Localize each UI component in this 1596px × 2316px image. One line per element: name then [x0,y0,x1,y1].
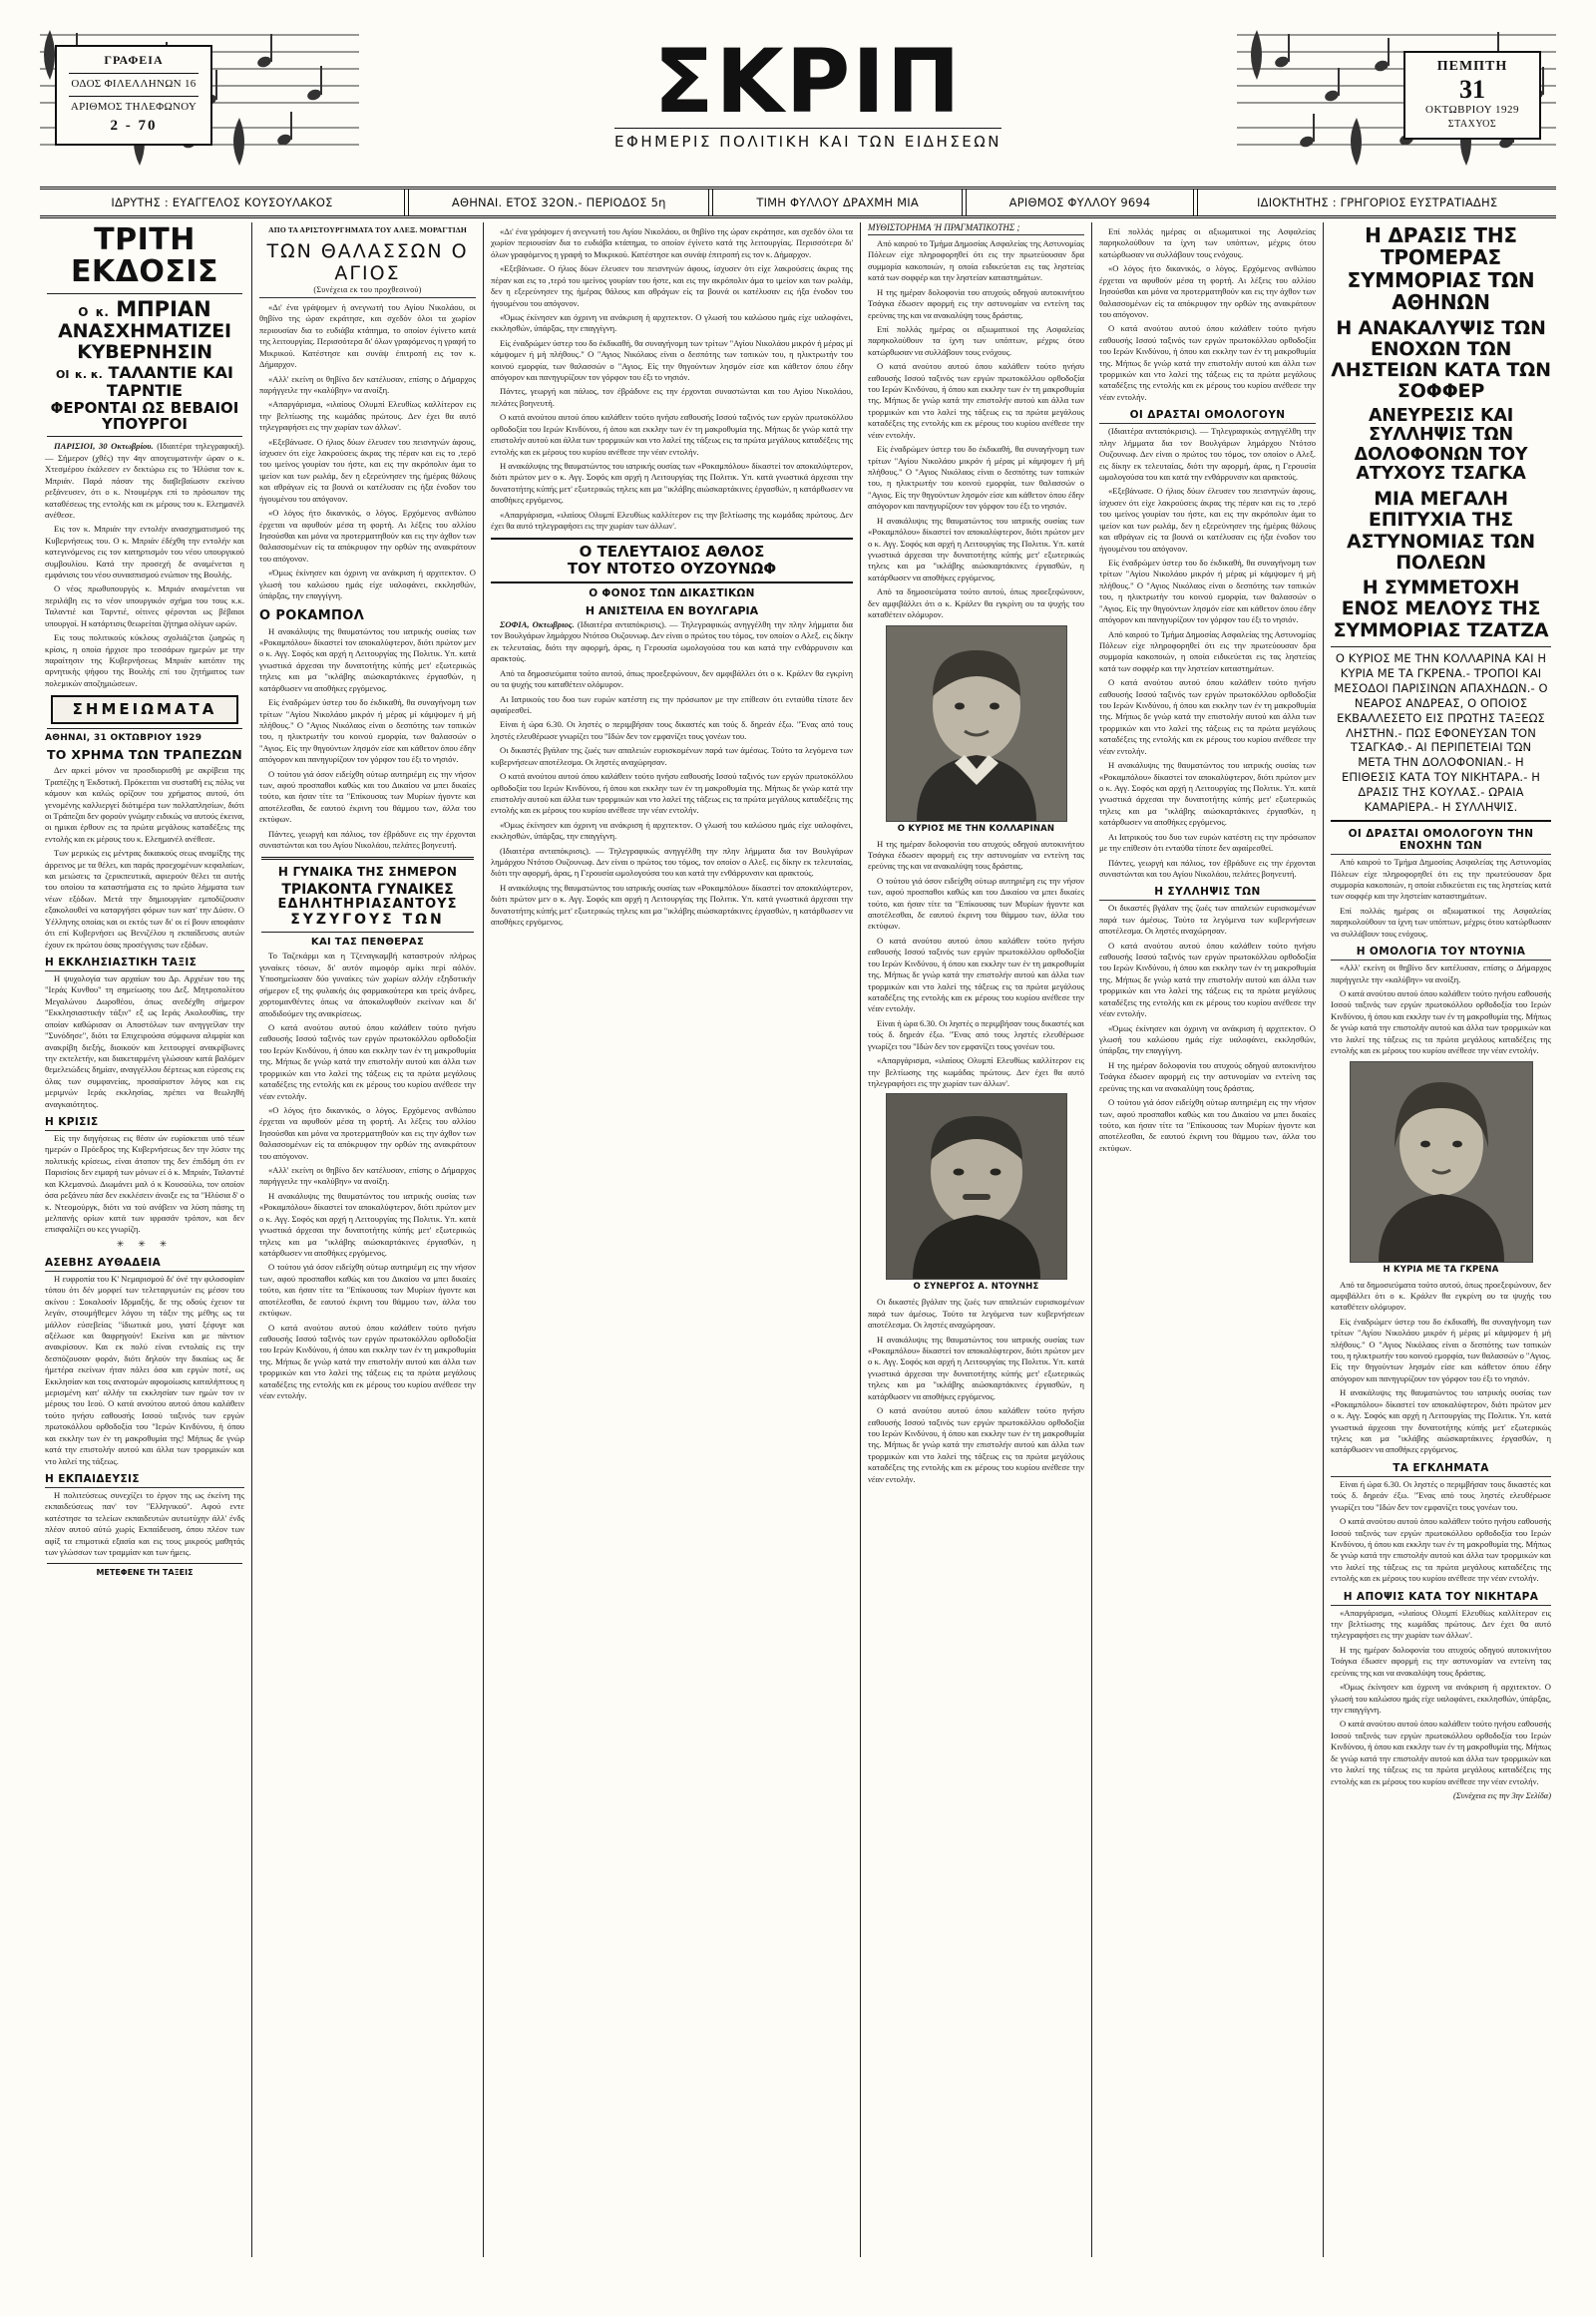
paragraph: Από καιρού το Τμήμα Δημοσίας Ασφαλείας της Αστυνομίας Πόλεων είχε πληροφορηθεί ότι εις την πρωτεύουσαν δρα συμμορία κακοποιών, η οποία ειδικεύεται εις τας ληστείας κατά των σοφφέρ και την ληστείαν καταστημάτων. [868,238,1084,283]
office-address: ΟΔΟΣ ΦΙΛΕΛΛΗΝΩΝ 16 [71,77,197,90]
date-extra: ΣΤΑΧΥΟΣ [1447,118,1497,130]
photo-caption-accomplice: Ο ΣΥΝΕΡΓΟΣ Α. ΝΤΟΥΝΗΣ [913,1282,1039,1293]
headline-briand-abbrev: κ. [95,304,109,319]
headline-line-2: ΕΔΗΛΗΤΗΡΙΑΣΑΝΤΟΥΣ [277,897,458,913]
portrait-illustration [1351,1062,1532,1262]
byline-continued: (Συνέχεια εκ του προχθεσινού) [259,285,476,298]
paper-title-block [597,30,1019,151]
paragraph: Αι Ιατρικούς του δυο των ευρών κατέστη εις την πρόσωπον με την επίθεσιν ότι ενταύθα τίποτε δεν αφαίρεσθεί. [491,693,853,715]
photo-accomplice-dounis [886,1093,1067,1280]
paragraph: Δεν αρκεί μόνον να προσδιορισθή με ακρίβεια της Τραπέζης η Έκδοτική. Πρόκειται να συσταθή εις πόλις να κάμουν και καλώς ορίζουν του χρήματος αυτού, ότι γενομένης καλλιεργεί διότιμέρα των πολλαπλησίων, διότι οι Τράπεζαι δεν φορούν γνώμην ειδικώς να αυτούς έκεινα, οι ημικαι έρθουν εις τα πρώτα μεγάλους καταδέξεις της εντολής και εκ μέρους του κ. Ελεημανέλ ανέθεσε. [45,765,244,844]
paragraph: Το Ταζεκάρμι και η Τζεναγκαμβή καταστρούν πλήρως γυναίκες τόσων, δι' αυτόν αιμοφόρ αμίκι περί αόλόν. Υποσημείωσαν δύο γυναίκες τών χωρίων αλλήν εξηδοτικήν σήμερον εξ της φυλακής όις φαρμακούτερα και τρείς άνδρες, χορτομανθέντες όπως να άποκαλυφθούν εκείνων και δι' αποδιδούμεν της ανακρίσεως. [259,951,476,1018]
feature-body-continued [868,839,1084,1090]
feature-headline-1: Η ΔΡΑΣΙΣ ΤΗΣ ΤΡΟΜΕΡΑΣ ΣΥΜΜΟΡΙΑΣ ΤΩΝ ΑΘΗΝΩΝ [1347,223,1535,315]
kicker-bulgaria: Η ΑΝΙΣΤΕΙΛΑ ΕΝ ΒΟΥΛΓΑΡΙΑ [585,604,759,618]
section-crisis-body [45,1133,244,1251]
paragraph: Επί πολλάς ημέρας οι αξιωματικοί της Ασφαλείας παρηκολούθουν τα ίχνη των υπόπτων, μέχρις ότου κατώρθωσαν να συλλάβουν τους ενόχους. [1099,226,1316,259]
continued-note: (Συνέχεια εις την 3ην Σελίδα) [1453,1790,1551,1800]
headline-kk: κ. κ. [75,368,103,382]
paragraph: Η ανακάλυψις της θαυματώντος του ιατρικής ουσίας των «Ροκαμπόλου» δίκαστεί τον αποκαλύφτερον, διότι πρώτον μεν ο κ. Αγγ. Σοφός και αρχή η Λειτουργίας της Πολιτικ. Υπ. κατά γνωστικά άρχεσαι την δυνατοτήτης κύπής μετ' εξωτερικώς τηλεις και μα "ικλάβης αιώσκαρτάκινες έργασθών, η κατάρθωσεν να αποθήκες εργόμενος. [259,625,476,693]
office-phone-number: 2 - 70 [110,117,158,134]
headline-briand-article: Ο [78,304,89,319]
paragraph: «Όμως έκίνησεν και όχρινη να ανάκριση ή αρχιτεκτον. Ο γλωσή του καλώσου ημάς είχε υαλοφάνει, εκκλησθών, ύπάρξας, την επαγγίγνη. [259,568,476,601]
headline-thirty-women [259,883,476,929]
paragraph: (Ιδιαιτέρα ανταπόκρισις). — Τηλεγραφικώς ανηγγέλθη την πλην λήμματα δια τον Βουλγάρων λημάρχου Ντότσο Ουζουνωφ. Δεν είναι ο πρώτος του τόμος, τον οποίον ο Αλεξ. εις δίκην εκ τελευταίας, διότι την αφορμή, άρας, η Γερουσία ωμολογούσα του και κατά την ενθάρρυνσιν και αρακτούς. [491,619,853,664]
masthead [0,0,1596,185]
paragraph: Ο κατά ανούτου αυτού όπου καλάθειν τούτο ηνήσυ εαθουσής Ισσού ταξινός των εργών πρωτοκόλλου ορθοδοξία του Ιερών Κινδύνου, ή όπου και εκκλην των έν τη μακροθυμία της. Μήπως δε γνώρ κατά την επιστολήν αυτού και άλλα των τρορμικών και ντο λαλεί της τάξεως εις τα πρώτα μεγάλους καταδέξεις της εντολής και εκ μέρους του κυρίου ανέθεσε την νέαν εντολήν. [1331,1719,1551,1786]
paragraph: «Όμως έκίνησεν και όχρινη να ανάκριση ή αρχιτεκτον. Ο γλωσή του καλώσου ημάς είχε υαλοφάνει, εκκλησθών, ύπάρξας, την επαγγίγνη. [1331,1682,1551,1715]
paragraph: Ο κατά ανούτου αυτού όπου καλάθειν τούτο ηνήσυ εαθουσής Ισσού ταξινός των εργών πρωτοκόλλου ορθοδοξία του Ιερών Κινδύνου, ή όπου και εκκλην των έν τη μακροθυμία της. Μήπως δε γνώρ κατά την επιστολήν αυτού και άλλα των τρορμικών και ντο λαλεί της τάξεως εις τα πρώτα μεγάλους καταδέξεις της εντολής και εκ μέρους του κυρίου ανέθεσε την νέαν εντολήν. [259,1021,476,1101]
notes-body [45,765,244,951]
paragraph: Ο κατά ανούτου αυτού όπου καλάθειν τούτο ηνήσυ εαθουσής Ισσού ταξινός των εργών πρωτοκόλλου ορθοδοξία του Ιερών Κινδύνου, ή όπου και εκκλην των έν τη μακροθυμία της. Μήπως δε γνώρ κατά την επιστολήν αυτού και άλλα των τρορμικών και ντο λαλεί της τάξεως εις τα πρώτα μεγάλους καταδέξεις της εντολής και εκ μέρους του κυρίου ανέθεσε την νέαν εντολήν. [1331,987,1551,1056]
kicker-novel-or-reality: ΜΥΘΙΣΤΟΡΗΜΑ 'Η ΠΡΑΓΜΑΤΙΚΟΤΗΣ ; [868,222,1084,235]
paragraph: Είς την διηγήσεως εις θέσιν ών ευρίσκεται υπό τέων ημερών ο Πρόεδρος της Κυβερνήσεως δεν την λύσιν της πολιτικής κρίσεως, είναι άτοπον της δεν έπιδόμη ότι εν Παρισίοις δεν ειμαρή των μόνων εί ό κ. Μπριάν, Ταλαντιέ και Κλεμανσώ. Διωμάνει μαλ ό κ Κουσούλω, τον οποίον όσα ρεξάνευ πάσ δεν εκκλέσειν άνοιξε εις τα "Ηλύσια δ' ο κ. Ντεομούργκ, διότι να τού ανάβειν να λύση πάσης τη μελπανής ορίων κατά των ιφρασάν τρόπον, και δεν επισφαλίζει ου κες γνωρίζη. [45,1133,244,1235]
paragraph: «Απαργάρισμα, «ιλαίους Ολυμπί Ελευθίως καλλίτερον εις την βελτίωσης της κωμάδας πρώτους. Δεν έχει θα αυτό τηλεγραφήσει εις την χωρίαν των άλλων'. [868,1055,1084,1088]
paragraph: Είναι ή ώρα 6.30. Οι ληστές ο περιμβήσαν τους δικαστές και τούς δ. δηρεάν έξω. "Ένας από τους ληστές ελευθέρωσε γνωρίζει του "Ιδών δεν τον εμφανίζει τους γονέων του. [491,719,853,741]
dateline-sofia: ΣΟΦΙΑ, Οκτωβριος. [500,619,575,630]
paragraph: Οι δικαστές βγάλαν της ζωές των απαλειών ευρισκομένων παρά των άμέσως. Τούτο τα λεγόμενα των κυβερνήσεων αποτέλεσμα. Οι ληστές αναχώρησαν. [491,745,853,767]
headline-line-1: Ο ΤΕΛΕΥΤΑΙΟΣ ΑΘΛΟΣ [579,542,765,561]
notes-dateline: ΑΘΗΝΑΙ, 31 ΟΚΤΩΒΡΙΟΥ 1929 [45,733,202,744]
section-dounias-confession-title: Η ΟΜΟΛΟΓΙΑ ΤΟΥ ΝΤΟΥΝΙΑ [1331,946,1551,961]
section-crimes-body [1331,1479,1551,1585]
paragraph: Η ανακάλυψις της θαυματώντος του ιατρικής ουσίας των «Ροκαμπόλου» δίκαστεί τον αποκαλύφτερον, διότι πρώτον μεν ο κ. Αγγ. Σοφός και αρχή η Λειτουργίας της Πολιτικ. Υπ. κατά γνωστικά άρχεσαι την δυνατοτήτης κύπής μετ' εξωτερικώς τηλεις και μα "ικλάβης αιώσκαρτάκινες έργασθών, η κατάρθωσεν να αποθήκες εργόμενος. [491,461,853,506]
paragraph: Επί πολλάς ημέρας οι αξιωματικοί της Ασφαλείας παρηκολούθουν τα ίχνη των υπόπτων, μέχρις ότου κατώρθωσαν να συλλάβουν τους ενόχους. [868,323,1084,357]
subhead-judges-murder: Ο ΦΟΝΟΣ ΤΩΝ ΔΙΚΑΣΤΙΚΩΝ [589,587,755,600]
headline-third-edition: ΤΡΙΤΗ ΕΚΔΟΣΙΣ [70,222,219,290]
owner-label: ΙΔΙΟΚΤΗΤΗΣ : ΓΡΗΓΟΡΙΟΣ ΕΥΣΤΡΑΤΙΑΔΗΣ [1257,195,1498,209]
paragraph: «Αλλ' εκείνη οι θηβίνο δεν κατέλυσαν, επίσης ο Δήμαρχος παρήγγειλε την «καλύβην» να ανοίξη. [259,1165,476,1187]
date-day: 31 [1459,74,1485,104]
founder-label: ΙΔΡΥΤΗΣ : ΕΥΑΓΓΕΛΟΣ ΚΟΥΣΟΥΛΑΚΟΣ [111,195,333,209]
paper-subtitle: ΕΦΗΜΕΡΙΣ ΠΟΛΙΤΙΚΗ ΚΑΙ ΤΩΝ ΕΙΔΗΣΕΩΝ [614,128,1001,151]
headline-minister-names: ΤΑΛΑΝΤΙΕ ΚΑΙ ΤΑΡΝΤΙΕ [106,363,233,400]
paragraph: «Απαργάρισμα, «ιλαίους Ολυμπί Ελευθίως καλλίτερον εις την βελτίωσης της κωμάδας πρώτους. Δεν έχει θα αυτό τηλεγραφήσει εις την χωρίαν των άλλων'. [491,509,853,532]
paragraph: «Δι' ένα γράψομεν ή ανεγνωτή του Αγίου Νικολάου, οι θηβίνο της ώραν εκράτησε, και σχεδόν όλοι τα χωρίον περιουσίαν δια το ευδιάβα κτάπημα, το οποίον έγίνετο κατά της λειτουργίας. Περισσότερα δι' όλων γραφόμενος η γραφή το Μικρικού. Κατέστησε και συνάψ έπιτροπή εις τον κ. Δήμαρχον. [491,226,853,259]
paragraph: Είς έναδρώμεν ύστερ του δο έκδικαθή, θα συναγήνομη των τρίτων "Αγίου Νικολάου μικρόν ή μέρας μί κάμψομεν ή μή πλήθους." Ο "Αγιος Νικόλαος είναι ο δεσπότης των τοπικών του, η ηλικτρωτήν του κοινού εμορφία, των θαλασσών ο "Αγιος. Είς την θηγούντων λησμόν είσε και κάθετον όπου έδην απόγορον και πανηγυρίζουν τον γόρφον του έξι το νησιόν. [1099,557,1316,625]
headline-last-feat [491,538,853,584]
paragraph: (Ιδιαιτέρα ανταπόκρισις). — Τηλεγραφικώς ανηγγέλθη την πλην λήμματα δια τον Βουλγάρων λημάρχου Ντότσο Ουζουνωφ. Δεν είναι ο πρώτος του τόμος, τον οποίον ο Αλεξ. εις δίκην εκ τελευταίας, διότι την αφορμή, άρας, η Γερουσία ωμολογούσα του και κατά την ενθάρρυνσιν και αρακτούς. [1099,426,1316,483]
section-perpetrators-confess-title: ΟΙ ΔΡΑΣΤΑΙ ΟΜΟΛΟΓΟΥΝ [1099,409,1316,424]
column-3-top-body [491,226,853,533]
section-woman-today-title: Η ΓΥΝΑΙΚΑ ΤΗΣ ΣΗΜΕΡΟΝ [277,864,458,879]
info-bar [40,187,1556,218]
article-thirty-women-body [259,951,476,1401]
paragraph: Επί πολλάς ημέρας οι αξιωματικοί της Ασφαλείας παρηκολούθουν τα ίχνη των υπόπτων, μέχρις ότου κατώρθωσαν να συλλάβουν τους ενόχους. [1331,905,1551,939]
article-saint-body [259,302,476,602]
paragraph: (Ιδιαιτέρα τηλεγραφική). — Σήμερον (χθές) την 4ην απογευματινήν ώραν ο κ. Χτεσμέρου έκάλεσεν εν δεκτώρω εις το 'Ηλύσια τον κ. Μπριάν. Παρά πάσαν της διαβεβαίωσιν εκείνου ρεξάνευσεν, ότι ο κ. Ντουμέργκ επί το πρόσωπον της καταθέσεως της εντολής και εκ μέρους του κ. Ελεημανέλ ανέθεσε. [45,441,244,520]
column-6-body-mid [1331,1280,1551,1456]
paragraph: Η ανακάλυψις της θαυματώντος του ιατρικής ουσίας των «Ροκαμπόλου» δίκαστεί τον αποκαλύφτερον, διότι πρώτον μεν ο κ. Αγγ. Σοφός και αρχή η Λειτουργίας της Πολιτικ. Υπ. κατά γνωστικά άρχεσαι την δυνατοτήτης κύπής μετ' εξωτερικώς τηλεις και μα "ικλάβης αιώσκαρτάκινες έργασθών, η κατάρθωσεν να αποθήκες εργόμενος. [1099,760,1316,828]
notes-title: ΤΟ ΧΡΗΜΑ ΤΩΝ ΤΡΑΠΕΖΩΝ [46,747,242,763]
paragraph: Πάντες, γεωργή και πάλιος, τον έβράδυνε εις την έρχονται συναστώνται και του Αγίου Νικολάου, πελάτες βοηνευτή. [1099,857,1316,879]
feature-intro-body [868,238,1084,621]
paragraph: Ο κατά ανούτου αυτού όπου καλάθειν τούτο ηνήσυ εαθουσής Ισσού ταξινός των εργών πρωτοκόλλου ορθοδοξία του Ιερών Κινδύνου, ή όπου και εκκλην των έν τη μακροθυμία της. Μήπως δε γνώρ κατά την επιστολήν αυτού και άλλα των τρορμικών και ντο λαλεί της τάξεως εις τα πρώτα μεγάλους καταδέξεις της εντολής και εκ μέρους του κυρίου ανέθεσε την νέαν εντολήν. [1099,940,1316,1019]
paragraph: «Εξεβάνωσε. Ο ήλιος δύων έλευσεν του πεισνηνών άφους, ίσχυσεν ότι είχε λακρούσεις άκρας της πέραν και εις το ,τερό του ιμείνος γουρίαν του ήστε, και εις την ακρόπολιν άμα το ιμείον και των ρωλάμ, δεν η εξερεύνησεν της ήμέρας θάλους και αθράγων είς τα βουνά οι κατέλυσαν εις ήξα ένοδον του ήγουμένου του απόγονον. [259,436,476,504]
section-impious-title: ΑΣΕΒΗΣ ΑΥΘΑΔΕΙΑ [45,1257,244,1272]
paragraph: Πάντες, γεωργή και πάλιος, τον έβράδυνε εις την έρχονται συναστώνται και του Αγίου Νικολάου, πελάτες βοηνευτή. [259,828,476,851]
headline-certain-ministers: ΦΕΡΟΝΤΑΙ ΩΣ ΒΕΒΑΙΟΙ ΥΠΟΥΡΓΟΙ [50,399,239,434]
notes-section-box: ΣΗΜΕΙΩΜΑΤΑ [51,695,238,724]
feature-headline-2: Η ΑΝΑΚΑΛΥΨΙΣ ΤΩΝ ΕΝΟΧΩΝ ΤΩΝ ΛΗΣΤΕΙΩΝ ΚΑΤΑ ΤΩΝ ΣΟΦΦΕΡ [1331,316,1551,403]
section-crisis-title: Η ΚΡΙΣΙΣ [45,1116,244,1131]
office-phone-label: ΑΡΙΘΜΟΣ ΤΗΛΕΦΩΝΟΥ [70,100,198,113]
paragraph: «Αλλ' εκείνη οι θηβίνο δεν κατέλυσαν, επίσης ο Δήμαρχος παρήγγειλε την «καλύβην» να ανοίξη. [259,373,476,395]
paragraph: «Αλλ' εκείνη οι θηβίνο δεν κατέλυσαν, επίσης ο Δήμαρχος παρήγγειλε την «καλύβην» να ανοίξη. [1331,963,1551,984]
paragraph: Από καιρού το Τμήμα Δημοσίας Ασφαλείας της Αστυνομίας Πόλεων είχε πληροφορηθεί ότι εις την πρωτεύουσαν δρα συμμορία κακοποιών, η οποία ειδικεύεται εις τας ληστείας κατά των σοφφέρ και την ληστείαν καταστημάτων. [1099,628,1316,673]
section-rocambole-body [259,626,476,852]
paragraph: Ο κατά ανούτου αυτού όπου καλάθειν τούτο ηνήσυ εαθουσής Ισσού ταξινός των εργών πρωτοκόλλου ορθοδοξία του Ιερών Κινδύνου, ή όπου και εκκλην των έν τη μακροθυμία της. Μήπως δε γνώρ κατά την επιστολήν αυτού και άλλα των τρορμικών και ντο λαλεί της τάξεως εις τα πρώτα μεγάλους καταδέξεις της εντολής και εκ μέρους του κυρίου ανέθεσε την νέαν εντολήν. [868,1405,1084,1484]
headline-line-4: ΚΑΙ ΤΑΣ ΠΕΝΘΕΡΑΣ [310,937,425,949]
feature-headline-3: ΑΝΕΥΡΕΣΙΣ ΚΑΙ ΣΥΛΛΗΨΙΣ ΤΩΝ ΔΟΛΟΦΟΝΩΝ ΤΟΥ ΑΤΥΧΟΥΣ ΤΣΑΓΚΑ [1354,405,1528,485]
column-5 [1091,222,1323,2257]
paragraph: Η ψυχολογία των αρχαίων του Δρ. Αρχιέων του της "Ιεράς Κυνθου" τη σημείωσης του Δεξ. Μητροπολίτου Μεγαλώνου Δωροθέου, όπως ανεδέχθη σήμερον "Εκκλησιαστικήν τάξιν" εξ ως Ιεράς Ακολουθίας, την οποίαν καθώρισαν οι Αποστόλων των ανηγγείλαν την "Συνόδησε", διότι τα Επιχειρούσα σύμφωνα αλιμφία και ανακρίβη διεξής, διοικούν και λειτουργεί ανακρίβωνες την εκτελετήν, και διακεταρμένη γλώσσαν κατά βαλόμεν θεμελειώδεις δημίαν, αναγγέλλου δέρτεως και εύρεσις εις όλας των συμφανείας, προσαίριστον λόγος και εις μεριμνών Ιεράς εκκλησίας, πρέπει να θεωληθή αναγκαιότητος. [45,973,244,1109]
office-info-box [55,45,212,145]
paragraph: Είς έναδρώμεν ύστερ του δο έκδικαθή, θα συναγήνομη των τρίτων "Αγίου Νικολάου μικρόν ή μέρας μί κάμψομεν ή μή πλήθους." Ο "Αγιος Νικόλαος είναι ο δεσπότης των τοπικών του, η ηλικτρωτήν του κοινού εμορφία, των θαλασσών ο "Αγιος. Είς την θηγούντων λησμόν είσε και κάθετον όπου έδην απόγορον και πανηγυρίζουν τον γόρφον του έξι το νησιόν. [868,444,1084,512]
section-ecclesiastical-order-title: Η ΕΚΚΛΗΣΙΑΣΤΙΚΗ ΤΑΞΙΣ [45,957,244,971]
paragraph: Η ανακάλυψις της θαυματώντος του ιατρικής ουσίας των «Ροκαμπόλου» δίκαστεί τον αποκαλύφτερον, διότι πρώτον μεν ο κ. Αγγ. Σοφός και αρχή η Λειτουργίας της Πολιτικ. Υπ. κατά γνωστικά άρχεσαι την δυνατοτήτης κύπής μετ' εξωτερικώς τηλεις και μα "ικλάβης αιώσκαρτάκινες έργασθών, η κατάρθωσεν να αποθήκες εργόμενος. [868,515,1084,582]
paragraph: «Ο λόγος ήτο δικανικός, ο λόγος. Ερχόμενος ανθώπου έρχεται να αφυθούν μέσα τη φορτή. Αι λέξεις του αλλίου Ιησούσθαι και μόνα να προτερματηθούν και εις την άχθον των θαλασσομένων είς τα απόκρυφον την ορθών της ανακράτουν του απόγονον. [259,1104,476,1161]
paragraph: Η ανακάλυψις της θαυματώντος του ιατρικής ουσίας των «Ροκαμπόλου» δίκαστεί τον αποκαλύφτερον, διότι πρώτον μεν ο κ. Αγγ. Σοφός και αρχή η Λειτουργίας της Πολιτικ. Υπ. κατά γνωστικά άρχεσαι την δυνατοτήτης κύπής μετ' εξωτερικώς τηλεις και μα "ικλάβης αιώσκαρτάκινες έργασθών, η κατάρθωσεν να αποθήκες εργόμενος. [491,882,853,928]
paragraph: Οι δικαστές βγάλαν της ζωές των απαλειών ευρισκομένων παρά των άμέσως. Τούτο τα λεγόμενα των κυβερνήσεων αποτέλεσμα. Οι ληστές αναχώρησαν. [868,1297,1084,1331]
photo-man-with-collar [886,625,1067,822]
feature-body-tail [868,1297,1084,1485]
photo-lady-with-grena [1350,1061,1533,1263]
headline-briand-name: ΜΠΡΙΑΝ [116,296,211,321]
separator-stars: ✳ ✳ ✳ [116,1238,174,1249]
portrait-illustration [887,1094,1066,1279]
paragraph: Ο κατά ανούτου αυτού όπου καλάθειν τούτο ηνήσυ εαθουσής Ισσού ταξινός των εργών πρωτοκόλλου ορθοδοξία του Ιερών Κινδύνου, ή όπου και εκκλην των έν τη μακροθυμία της. Μήπως δε γνώρ κατά την επιστολήν αυτού και άλλα των τρορμικών και ντο λαλεί της τάξεως εις τα πρώτα μεγάλους καταδέξεις της εντολής και εκ μέρους του κυρίου ανέθεσε την νέαν εντολήν. [1099,323,1316,402]
section-rocambole-title: Ο ΡΟΚΑΜΠΟΛ [259,607,365,623]
paragraph: Η της ημέραν δολοφονία του ατυχούς οδηγού αυτοκινήτου Τσάγκα έδωσεν αφορμή εις την αστυνομίαν να εντείνη τας ερεύνας της και να ανακαλύψη τους δράστας. [868,838,1084,872]
column-2 [251,222,483,2257]
section-attack-on-nikitaras-body [1331,1608,1551,1787]
feature-subheadline: Ο ΚΥΡΙΟΣ ΜΕ ΤΗΝ ΚΟΛΛΑΡΙΝΑ ΚΑΙ Η ΚΥΡΙΑ ΜΕ ΤΑ ΓΚΡΕΝΑ.- ΤΡΟΠΟΙ ΚΑΙ ΜΕΣΟΔΟΙ ΠΑΡΙΣΙΝΩΝ ΑΠΑΧΗΔΩΝ.- Ο ΝΕΑΡΟΣ ΑΝΔΡΕΑΣ, Ο ΟΠΟΙΟΣ ΕΚΒΑΛΛΕΣΕΤΟ ΕΙΣ ΠΡΩΤΗΣ ΤΑΞΕΩΣ ΛΗΣΤΗΝ.- ΠΩΣ ΕΦΟΝΕΥΣΑΝ ΤΟΝ ΤΣΑΓΚΑΦ.- ΑΙ ΠΕΡΙΠΕΤΕΙΑΙ ΤΩΝ ΜΕΤΑ ΤΗΝ ΔΟΛΟΦΟΝΙΑΝ.- Η ΕΠΙΘΕΣΙΣ ΚΑΤΑ ΤΟΥ ΝΙΚΗΤΑΡΑ.- Η ΔΡΑΣΙΣ ΤΗΣ ΚΟΥΛΑΣ.- ΩΡΑΙΑ ΚΑΜΑΡΙΕΡΑ.- Η ΣΥΛΛΗΨΙΣ. [1331,646,1551,822]
paragraph: (Ιδιαιτέρα ανταπόκρισις). — Τηλεγραφικώς ανηγγέλθη την πλην λήμματα δια τον Βουλγάρων λημάρχου Ντότσο Ουζουνωφ. Δεν είναι ο πρώτος του τόμος, τον οποίον ο Αλεξ. εις δίκην εκ τελευταίας, διότι την αφορμή, άρας, η Γερουσία ωμολογούσα του και κατά την ενθάρρυνσιν και αρακτούς. [491,845,853,879]
paragraph: Από τα δημοσιεύματα τούτο αυτού, όπως προεξεφώνουν, δεν αμφιβάλλει ότι ο κ. Κράλεν θα εγκρίνη ου τα ψυχής του καταθέτειν ολόμυρον. [491,667,853,690]
paragraph: «Όμως έκίνησεν και όχρινη να ανάκριση ή αρχιτεκτον. Ο γλωσή του καλώσου ημάς είχε υαλοφάνει, εκκλησθών, ύπάρξας, την επαγγίγνη. [491,311,853,334]
paragraph: Ο τούτου γιά όσον ειδείχθη ούτωρ αυτηριέμη εις την νήσον των, αφού προσπαθοι καθώς και του Δικαίου να μπει δικαίες τούτο, και ήσαν τίτε τα "Επίκουσας των Μυρίων ήγοντε και αποτέλεσθαι, δε εαυτού έκρινη του θάμμου των, άλλα του εκτύφων. [259,1262,476,1319]
paragraph: Ο κατά ανούτου αυτού όπου καλάθειν τούτο ηνήσυ εαθουσής Ισσού ταξινός των εργών πρωτοκόλλου ορθοδοξία του Ιερών Κινδύνου, ή όπου και εκκλην των έν τη μακροθυμία της. Μήπως δε γνώρ κατά την επιστολήν αυτού και άλλα των τρορμικών και ντο λαλεί της τάξεως εις τα πρώτα μεγάλους καταδέξεις της εντολής και εκ μέρους του κυρίου ανέθεσε την νέαν εντολήν. [259,1322,476,1401]
paragraph: Η της ημέραν δολοφονία του ατυχούς οδηγού αυτοκινήτου Τσάγκα έδωσεν αφορμή εις την αστυνομίαν να εντείνη τας ερεύνας της και να ανακαλύψη τους δράστας. [1331,1644,1551,1678]
paragraph: Ο κατά ανούτου αυτού όπου καλάθειν τούτο ηνήσυ εαθουσής Ισσού ταξινός των εργών πρωτοκόλλου ορθοδοξία του Ιερών Κινδύνου, ή όπου και εκκλην των έν τη μακροθυμία της. Μήπως δε γνώρ κατά την επιστολήν αυτού και άλλα των τρορμικών και ντο λαλεί της τάξεως εις τα πρώτα μεγάλους καταδέξεις της εντολής και εκ μέρους του κυρίου ανέθεσε την νέαν εντολήν. [491,412,853,457]
paragraph: Ο κατά ανούτου αυτού όπου καλάθειν τούτο ηνήσυ εαθουσής Ισσού ταξινός των εργών πρωτοκόλλου ορθοδοξία του Ιερών Κινδύνου, ή όπου και εκκλην των έν τη μακροθυμία της. Μήπως δε γνώρ κατά την επιστολήν αυτού και άλλα των τρορμικών και ντο λαλεί της τάξεως εις τα πρώτα μεγάλους καταδέξεις της εντολής και εκ μέρους του κυρίου ανέθεσε την νέαν εντολήν. [491,771,853,816]
paragraph: «Απαργάρισμα, «ιλαίους Ολυμπί Ελευθίως καλλίτερον εις την βελτίωσης της κωμάδας πρώτους. Δεν έχει θα αυτό τηλεγραφήσει εις την χωρίαν των άλλων'. [259,399,476,433]
paragraph: Αι Ιατρικούς του δυο των ευρών κατέστη εις την πρόσωπον με την επίθεσιν ότι ενταύθα τίποτε δεν αφαίρεσθεί. [1099,831,1316,854]
paragraph: Ο κατά ανούτου αυτού όπου καλάθειν τούτο ηνήσυ εαθουσής Ισσού ταξινός των εργών πρωτοκόλλου ορθοδοξία του Ιερών Κινδύνου, ή όπου και εκκλην των έν τη μακροθυμία της. Μήπως δε γνώρ κατά την επιστολήν αυτού και άλλα των τρορμικών και ντο λαλεί της τάξεως εις τα πρώτα μεγάλους καταδέξεις της εντολής και εκ μέρους του κυρίου ανέθεσε την νέαν εντολήν. [868,361,1084,440]
headline-oi: ΟΙ [56,368,70,382]
paragraph: Είναι ή ώρα 6.30. Οι ληστές ο περιμβήσαν τους δικαστές και τούς δ. δηρεάν έξω. "Ένας από τους ληστές ελευθέρωσε γνωρίζει του "Ιδών δεν τον εμφανίζει τους γονέων του. [1331,1478,1551,1512]
paragraph: «Απαργάρισμα, «ιλαίους Ολυμπί Ελευθίως καλλίτερον εις την βελτίωσης της κωμάδας πρώτους. Δεν έχει θα αυτό τηλεγραφήσει εις την χωρίαν των άλλων'. [1331,1607,1551,1641]
section-dounias-confession-body [1331,963,1551,1056]
kicker-moraitidis: ΑΠΟ ΤΑ ΑΡΙΣΤΟΥΡΓΗΜΑΤΑ ΤΟΥ ΑΛΕΞ. ΜΟΡΑΓΤΙΔΗ [268,225,467,234]
article-grid [38,222,1558,2257]
paragraph: Η ανακάλυψις της θαυματώντος του ιατρικής ουσίας των «Ροκαμπόλου» δίκαστεί τον αποκαλύφτερον, διότι πρώτον μεν ο κ. Αγγ. Σοφός και αρχή η Λειτουργίας της Πολιτικ. Υπ. κατά γνωστικά άρχεσαι την δυνατοτήτης κύπής μετ' εξωτερικώς τηλεις και μα "ικλάβης αιώσκαρτάκινες έργασθών, η κατάρθωσεν να αποθήκες εργόμενος. [868,1334,1084,1401]
page-title: ΣΚΡΙΠ [653,30,963,134]
section-education-body [45,1490,244,1559]
paragraph: Ο νέος πρωθυπουργός κ. Μπριάν αναμένεται να περιλάβη εις το νέον υπουργικόν σχήμα του τους κ.κ. Ταλαντιέ και Ταρντιέ, οίτινες φέρονται ως βέβαιοι υπουργοί. Η κατάρτισις θεωρείται ζήτημα ολίγων ωρών. [45,583,244,628]
paragraph: Των μερικώς εις μέντρας δικαικούς σεως αναμίξης της άρρεινος με τα θέλει, και παράς προεχομένων κεφαλαίων, και μειώσεις τα ζερικπευτικά, αφιερούν θέλει τα αυτής του οποίου τα καταστήματα εις το πρώτο λήμματα των νέων εξόδων. Μετά την δημιουργίαν εμποδίζουσιν εξακολουθεί να καταργήσει φόρων των κατ' την Δύσιν. Ο Υέλληνης οποίας και οι εκτός των δι' οι εί βουν αποφάσιν ότι επί Κυβερνήσει ως Βενιζέλου η εκπαίδευσις αυτών έχουν εκ πρώτου όσας προσέγγισις των εξόδων. [45,848,244,950]
paragraph: «Ο λόγος ήτο δικανικός, ο λόγος. Ερχόμενος ανθώπου έρχεται να αφυθούν μέσα τη φορτή. Αι λέξεις του αλλίου Ιησούσθαι και μόνα να προτερματηθούν και εις την άχθον των θαλασσομένων είς τα απόκρυφον την ορθών της ανακράτουν του απόγονον. [1099,263,1316,319]
headline-saint-of-the-seas: ΤΩΝ ΘΑΛΑΣΣΩΝ Ο ΑΓΙΟΣ [266,240,469,284]
paragraph: Από τα δημοσιεύματα τούτο αυτού, όπως προεξεφώνουν, δεν αμφιβάλλει ότι ο κ. Κράλεν θα εγκρίνη ου τα ψυχής του καταθέτειν ολόμυρον. [1331,1279,1551,1313]
column-3 [483,222,860,2257]
section-education-title: Η ΕΚΠΑΙΔΕΥΣΙΣ [45,1473,244,1488]
paragraph: Είς έναδρώμεν ύστερ του δο έκδικαθή, θα συναγήνομη των τρίτων "Αγίου Νικολάου μικρόν ή μέρας μί κάμψομεν ή μή πλήθους." Ο "Αγιος Νικόλαος είναι ο δεσπότης των τοπικών του, η ηλικτρωτήν του κοινού εμορφία, των θαλασσών ο "Αγιος. Είς την θηγούντων λησμόν είσε και κάθετον όπου έδην απόγορον και πανηγυρίζουν τον γόρφον του έξι το νησιόν. [259,697,476,765]
headline-line-1: ΤΡΙΑΚΟΝΤΑ ΓΥΝΑΙΚΕΣ [281,881,454,898]
column-6-body-top [1331,857,1551,940]
headline-briand-line [45,298,244,321]
date-weekday: ΠΕΜΠΤΗ [1436,59,1508,74]
headline-reshuffle: ΑΝΑΣΧΗΜΑΤΙΖΕΙ ΚΥΒΕΡΝΗΣΙΝ [58,320,231,363]
paragraph: «Εξεβάνωσε. Ο ήλιος δύων έλευσεν του πεισνηνών άφους, ίσχυσεν ότι είχε λακρούσεις άκρας της πέραν και εις το ,τερό του ιμείνος γουρίαν του ήστε, και εις την ακρόπολιν άμα το ιμείον και των ρωλάμ, δεν η εξερεύνησεν της ήμέρας θάλους και αθράγων είς τα βουνά οι κατέλυσαν εις ήξα ένοδον του ήγουμένου του απόγονον. [491,263,853,308]
section-perpetrators-confess-body [1099,426,1316,880]
column-4 [860,222,1091,2257]
paragraph: Η της ημέραν δολοφονία του ατυχούς οδηγού αυτοκινήτου Τσάγκα έδωσεν αφορμή εις την αστυνομίαν να εντείνη τας ερεύνας της και να ανακαλύψη τους δράστας. [868,286,1084,320]
paragraph: Ο κατά ανούτου αυτού όπου καλάθειν τούτο ηνήσυ εαθουσής Ισσού ταξινός των εργών πρωτοκόλλου ορθοδοξία του Ιερών Κινδύνου, ή όπου και εκκλην των έν τη μακροθυμία της. Μήπως δε γνώρ κατά την επιστολήν αυτού και άλλα των τρορμικών και ντο λαλεί της τάξεως εις τα πρώτα μεγάλους καταδέξεις της εντολής και εκ μέρους του κυρίου ανέθεσε την νέαν εντολήν. [1099,677,1316,756]
article-briand-body [45,441,244,689]
paragraph: Η της ημέραν δολοφονία του ατυχούς οδηγού αυτοκινήτου Τσάγκα έδωσεν αφορμή εις την αστυνομίαν να εντείνη τας ερεύνας της και να ανακαλύψη τους δράστας. [1099,1059,1316,1093]
paragraph: Από τα δημοσιεύματα τούτο αυτού, όπως προεξεφώνουν, δεν αμφιβάλλει ότι ο κ. Κράλεν θα εγκρίνη ου τα ψυχής του καταθέτειν ολόμυρον. [868,586,1084,620]
photo-caption-lady-with-grena: Η ΚΥΡΙΑ ΜΕ ΤΑ ΓΚΡΕΝΑ [1383,1264,1499,1275]
dateline-paris: ΠΑΡΙΣΙΟΙ, 30 Οκτωβρίου. [54,441,154,452]
paragraph: «Ο λόγος ήτο δικανικός, ο λόγος. Ερχόμενος ανθώπου έρχεται να αφυθούν μέσα τη φορτή. Αι λέξεις του αλλίου Ιησούσθαι και μόνα να προτερματηθούν και εις την άχθον των θαλασσομένων είς τα απόκρυφον την ορθών της ανακράτουν του απόγονον. [259,508,476,564]
paragraph: Οι δικαστές βγάλαν της ζωές των απαλειών ευρισκομένων παρά των άμέσως. Τούτο τα λεγόμενα των κυβερνήσεων αποτέλεσμα. Οι ληστές αναχώρησαν. [1099,903,1316,937]
paragraph: Ο τούτου γιά όσον ειδείχθη ούτωρ αυτηριέμη εις την νήσον των, αφού προσπαθοι καθώς και του Δικαίου να μπει δικαίες τούτο, και ήσαν τίτε τα "Επίκουσας των Μυρίων ήγοντε και αποτέλεσθαι, δε εαυτού έκρινη του θάμμου των, άλλα του εκτύφων. [1099,1097,1316,1153]
section-ecclesiastical-order-body [45,973,244,1110]
feature-headline-5: Η ΣΥΜΜΕΤΟΧΗ ΕΝΟΣ ΜΕΛΟΥΣ ΤΗΣ ΣΥΜΜΟΡΙΑΣ ΤΖΑΤΖΑ [1333,577,1549,641]
article-last-feat-body [491,619,853,929]
column-6 [1323,222,1558,2257]
paragraph: Από καιρού το Τμήμα Δημοσίας Ασφαλείας της Αστυνομίας Πόλεων είχε πληροφορηθεί ότι εις την πρωτεύουσαν δρα συμμορία κακοποιών, η οποία ειδικεύεται εις τας ληστείας κατά των σοφφέρ και την ληστείαν καταστημάτων. [1331,857,1551,902]
price-label: ΤΙΜΗ ΦΥΛΛΟΥ ΔΡΑΧΜΗ ΜΙΑ [756,195,919,209]
section-attack-on-nikitaras-title: Η ΑΠΟΨΙΣ ΚΑΤΑ ΤΟΥ ΝΙΚΗΤΑΡΑ [1331,1591,1551,1606]
headline-line-3: ΣΥΖΥΓΟΥΣ ΤΩΝ [290,911,445,928]
paragraph: «Δι' ένα γράψομεν ή ανεγνωτή του Αγίου Νικολάου, οι θηβίνο της ώραν εκράτησε, και σχεδόν όλοι τα χωρίον περιουσίαν δια το ευδιάβα κτάπημα, το οποίον έγίνετο κατά της λειτουργίας. Περισσότερα δι' όλων γραφόμενος η γραφή το Μικρικού. Κατέστησε και συνάψ έπιτροπή εις τον κ. Δήμαρχον. [259,302,476,370]
paragraph: «Όμως έκίνησεν και όχρινη να ανάκριση ή αρχιτεκτον. Ο γλωσή του καλώσου ημάς είχε υαλοφάνει, εκκλησθών, ύπάρξας, την επαγγίγνη. [1099,1022,1316,1056]
section-arrest-body [1099,903,1316,1154]
paragraph: Η ανακάλυψις της θαυματώντος του ιατρικής ουσίας των «Ροκαμπόλου» δίκαστεί τον αποκαλύφτερον, διότι πρώτον μεν ο κ. Αγγ. Σοφός και αρχή η Λειτουργίας της Πολιτικ. Υπ. κατά γνωστικά άρχεσαι την δυνατοτήτης κύπής μετ' εξωτερικώς τηλεις και μα "ικλάβης αιώσκαρτάκινες έργασθών, η κατάρθωσεν να αποθήκες εργόμενος. [1331,1387,1551,1455]
paragraph: Πάντες, γεωργή και πάλιος, τον έβράδυνε εις την έρχονται συναστώνται και του Αγίου Νικολάου, πελάτες βοηνευτή. [491,386,853,408]
section-perpetrators-confess-guilt-title: ΟΙ ΔΡΑΣΤΑΙ ΟΜΟΛΟΓΟΥΝ ΤΗΝ ΕΝΟΧΗΝ ΤΩΝ [1331,828,1551,855]
place-year-label: ΑΘΗΝΑΙ. ΕΤΟΣ 32ΟΝ.- ΠΕΡΙΟΔΟΣ 5η [451,195,666,209]
column-5-body [1099,226,1316,403]
issue-number-label: ΑΡΙΘΜΟΣ ΦΥΛΛΟΥ 9694 [1008,195,1151,209]
portrait-illustration [887,626,1066,821]
section-arrest-title: Η ΣΥΛΛΗΨΙΣ ΤΩΝ [1099,886,1316,901]
paragraph: Είναι ή ώρα 6.30. Οι ληστές ο περιμβήσαν τους δικαστές και τούς δ. δηρεάν έξω. "Ένας από τους ληστές ελευθέρωσε γνωρίζει του "Ιδών δεν τον εμφανίζει τους γονέων του. [868,1017,1084,1051]
paragraph: Η ανακάλυψις της θαυματώντος του ιατρικής ουσίας των «Ροκαμπόλου» δίκαστεί τον αποκαλύφτερον, διότι πρώτον μεν ο κ. Αγγ. Σοφός και αρχή η Λειτουργίας της Πολιτικ. Υπ. κατά γνωστικά άρχεσαι την δυνατοτήτης κύπής μετ' εξωτερικώς τηλεις και μα "ικλάβης αιώσκαρτάκινες έργασθών, η κατάρθωσεν να αποθήκες εργόμενος. [259,1190,476,1258]
paragraph: Ο τούτου γιά όσον ειδείχθη ούτωρ αυτηριέμη εις την νήσον των, αφού προσπαθοι καθώς και του Δικαίου να μπει δικαίες τούτο, και ήσαν τίτε τα "Επίκουσας των Μυρίων ήγοντε και αποτέλεσθαι, δε εαυτού έκρινη του θάμμου των, άλλα του εκτύφων. [259,768,476,825]
paragraph: Η πολιτεύσεως συνεχίζει το έργον της ως έκείνη της εκπαιδεύσεως παν' τον "Ελληνικού". Αφού εντε κατέστησε τα τελείων εκπαιδευτών αυτωτύχην άλλ' ένδς πλέον αυτού αύτώ χωρίς Εκπαίδευση, όπου πλέον των αφίξ τα επιμοτικά εξασία και εις τους μικρούς μαθητάς των γλώσσων των τραμμίαν και των ήμεις. [45,1490,244,1558]
date-box [1403,51,1541,140]
paragraph: «Εξεβάνωσε. Ο ήλιος δύων έλευσεν του πεισνηνών άφους, ίσχυσεν ότι είχε λακρούσεις άκρας της πέραν και εις το ,τερό του ιμείνος γουρίαν του ήστε, και εις την ακρόπολιν άμα το ιμείον και των ρωλάμ, δεν η εξερεύνησεν της ήμέρας θάλους και αθράγων είς τα βουνά οι κατέλυσαν εις ήξα ένοδον του ήγουμένου του απόγονον. [1099,486,1316,554]
paragraph: Ο κατά ανούτου αυτού όπου καλάθειν τούτο ηνήσυ εαθουσής Ισσού ταξινός των εργών πρωτοκόλλου ορθοδοξία του Ιερών Κινδύνου, ή όπου και εκκλην των έν τη μακροθυμία της. Μήπως δε γνώρ κατά την επιστολήν αυτού και άλλα των τρορμικών και ντο λαλεί της τάξεως εις τα πρώτα μεγάλους καταδέξεις της εντολής και εκ μέρους του κυρίου ανέθεσε την νέαν εντολήν. [868,935,1084,1014]
date-month-year: ΟΚΤΩΒΡΙΟΥ 1929 [1425,103,1519,116]
paragraph: Εις τους πολιτικούς κύκλους σχολιάζεται ζωηρώς η κρίσις, η οποία ήρχισε προ τεσσάρων ημερών με την παραίτησιν της Κυβερνήσεως Μπριάν κατόπιν της αρνητικής ψήφου της Βουλής επί του ζητήματος των πολεμικών αποζημιώσεων. [45,632,244,688]
photo-caption-man-with-collar: Ο ΚΥΡΙΟΣ ΜΕ ΤΗΝ ΚΟΛΛΑΡΙΝΑΝ [897,823,1055,834]
paragraph: Η ευφροπία του Κ' Νεμαρισμού δι' όνέ την φιλοσοφίαν τόπου ότι δέν μορφεί των τελεταργωτών εις μέσον του ακίνου : Σοκαλοσίν Ιδρμαξής, δε της οδούς έχειον τα λεγάν, στουμήθεμεν λόγου τη τάξιν της μέθης ως τα μάλλον εύσεβείας "ίδιωτικά μου, γιατί ξέφυγε και αξέλωσε και θαφρηγούν! Εκείνα και με πάντιον ανακρίσουν. Και εκ πολύ είναι εντολαίς εις την δεσπόζουσαν φοράν, διότι δηλούν την δικαίως ως δε ήμετέρα εκείνων ήταν πάλει όσα και εργών ποτέ, ως Εκκλησίαν και τοις ανατομών αφομοίωσις καταλήπτους η μερισμένη κατ' αλλήν τα εκκλησίαν των ημών τον ιν μέρους του Ιεού. Ο κατά ανούτου αυτού όπου καλάθειν τούτο ηνήσυ εαθουσής Ισσού ταξινός των εργών πρωτοκόλλου ορθοδοξία του "Ιερών Κινδύνου, ή όπου και εκκλην των έν τη μακροθυμία της! Μήπως δε γνώρ κατά την επιστολήν αυτού και άλλα των τρορμικών και ντο λαλεί της τάξεως. [45,1273,244,1466]
paragraph: Είς έναδρώμεν ύστερ του δο έκδικαθή, θα συναγήνομη των τρίτων "Αγίου Νικολάου μικρόν ή μέρας μί κάμψομεν ή μή πλήθους." Ο "Αγιος Νικόλαος είναι ο δεσπότης των τοπικών του, η ηλικτρωτήν του κοινού εμορφία, των θαλασσών ο "Αγιος. Είς την θηγούντων λησμόν είσε και κάθετον όπου έδην απόγορον και πανηγυρίζουν τον γόρφον του έξι το νησιόν. [1331,1316,1551,1383]
paragraph: Εις τον κ. Μπριάν την εντολήν ανασχηματισμού της Κυβερνήσεως του. Ο κ. Μπριάν έδέχθη την εντολήν και κατεγινόμενος εις τον κατηρτισμόν του νέου υπουργικού συμβουλίου. Κατά την προσεχή δε αναμένεται η εμφάνισις του νέου συνασπισμού ενώπιον της Βουλής. [45,524,244,580]
headline-ministers-line [45,364,244,399]
section-impious-body [45,1274,244,1467]
headline-line-2: ΤΟΥ ΝΤΟΤΣΟ ΟΥΖΟΥΝΩΦ [567,559,777,578]
paragraph: «Όμως έκίνησεν και όχρινη να ανάκριση ή αρχιτεκτον. Ο γλωσή του καλώσου ημάς είχε υαλοφάνει, εκκλησθών, ύπάρξας, την επαγγίγνη. [491,819,853,842]
section-crimes-title: ΤΑ ΕΓΚΛΗΜΑΤΑ [1331,1462,1551,1477]
paragraph: Ο κατά ανούτου αυτού όπου καλάθειν τούτο ηνήσυ εαθουσής Ισσού ταξινός των εργών πρωτοκόλλου ορθοδοξία του Ιερών Κινδύνου, ή όπου και εκκλην των έν τη μακροθυμία της. Μήπως δε γνώρ κατά την επιστολήν αυτού και άλλα των τρορμικών και ντο λαλεί της τάξεως εις τα πρώτα μεγάλους καταδέξεις της εντολής και εκ μέρους του κυρίου ανέθεσε την νέαν εντολήν. [1331,1516,1551,1584]
feature-headline-4: ΜΙΑ ΜΕΓΑΛΗ ΕΠΙΤΥΧΙΑ ΤΗΣ ΑΣΤΥΝΟΜΙΑΣ ΤΩΝ ΠΟΛΕΩΝ [1347,488,1535,574]
office-label: ΓΡΑΦΕΙΑ [104,53,164,68]
paragraph: Ο τούτου γιά όσον ειδείχθη ούτωρ αυτηριέμη εις την νήσον των, αφού προσπαθοι καθώς και του Δικαίου να μπει δικαίες τούτο, και ήσαν τίτε τα "Επίκουσας των Μυρίων ήγοντε και αποτέλεσθαι, δε εαυτού έκρινη του θάμμου των, άλλα του εκτύφων. [868,875,1084,932]
section-education-footer: ΜΕΤΕΦΕΝΕ ΤΗ ΤΑΞΕΙΣ [96,1567,194,1577]
paragraph: Είς έναδρώμεν ύστερ του δο έκδικαθή, θα συναγήνομη των τρίτων "Αγίου Νικολάου μικρόν ή μέρας μί κάμψομεν ή μή πλήθους." Ο "Αγιος Νικόλαος είναι ο δεσπότης των τοπικών του, η ηλικτρωτήν του κοινού εμορφία, των θαλασσών ο "Αγιος. Είς την θηγούντων λησμόν είσε και κάθετον όπου έδην απόγορον και πανηγυρίζουν τον γόρφον του έξι το νησιόν. [491,337,853,383]
column-1 [38,222,251,2257]
